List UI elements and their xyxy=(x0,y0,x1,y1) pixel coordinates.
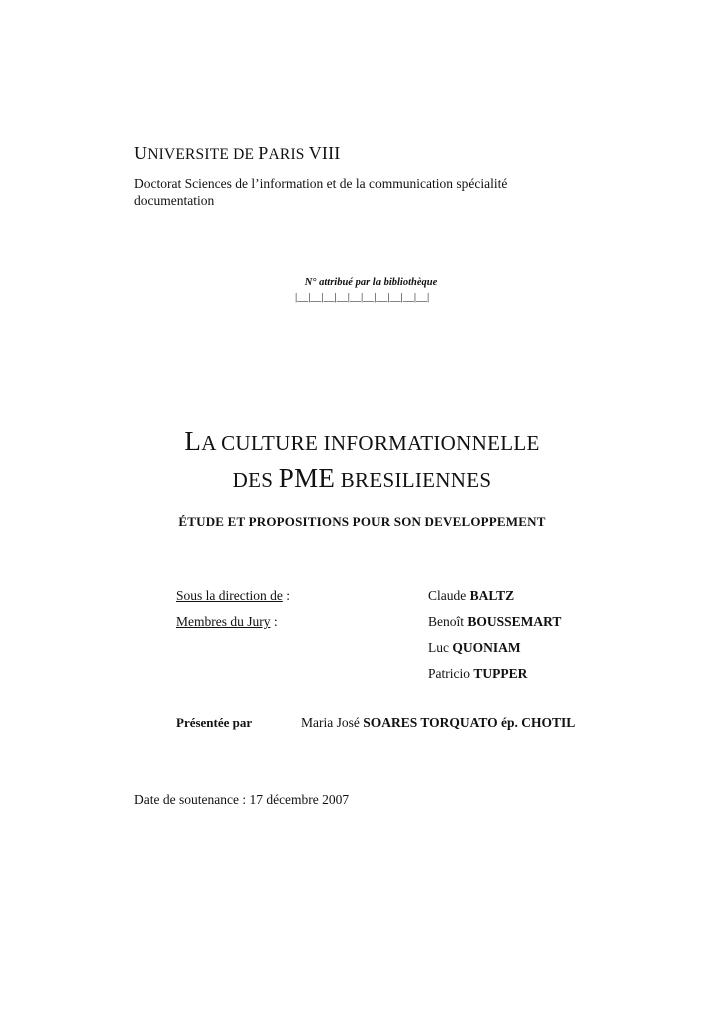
thesis-subtitle: ÉTUDE ET PROPOSITIONS POUR SON DEVELOPPEMENT xyxy=(178,514,546,529)
direction-label: Sous la direction de : xyxy=(176,588,290,603)
doctorate-description: Doctorat Sciences de l’information et de la communication spécialité documentation xyxy=(134,176,508,208)
presented-by-label: Présentée par xyxy=(176,715,253,730)
defense-date: Date de soutenance : 17 décembre 2007 xyxy=(134,792,350,807)
university-name: UNIVERSITE DE PARIS VIII xyxy=(134,143,341,163)
jury-member: Benoît BOUSSEMART xyxy=(428,614,562,629)
author-name: Maria José SOARES TORQUATO ép. CHOTIL xyxy=(301,715,576,730)
jury-member: Patricio TUPPER xyxy=(428,666,528,681)
library-number-boxes: |__|__|__|__|__|__|__|__|__|__| xyxy=(295,291,430,303)
thesis-title-line-2: DES PME BRESILIENNES xyxy=(232,463,492,493)
director-name: Claude BALTZ xyxy=(428,588,515,603)
jury-member: Luc QUONIAM xyxy=(428,640,521,655)
library-number-label: N° attribué par la bibliothèque xyxy=(304,277,438,288)
jury-label: Membres du Jury : xyxy=(176,614,278,629)
thesis-title-line-1: LA CULTURE INFORMATIONNELLE xyxy=(184,426,540,456)
